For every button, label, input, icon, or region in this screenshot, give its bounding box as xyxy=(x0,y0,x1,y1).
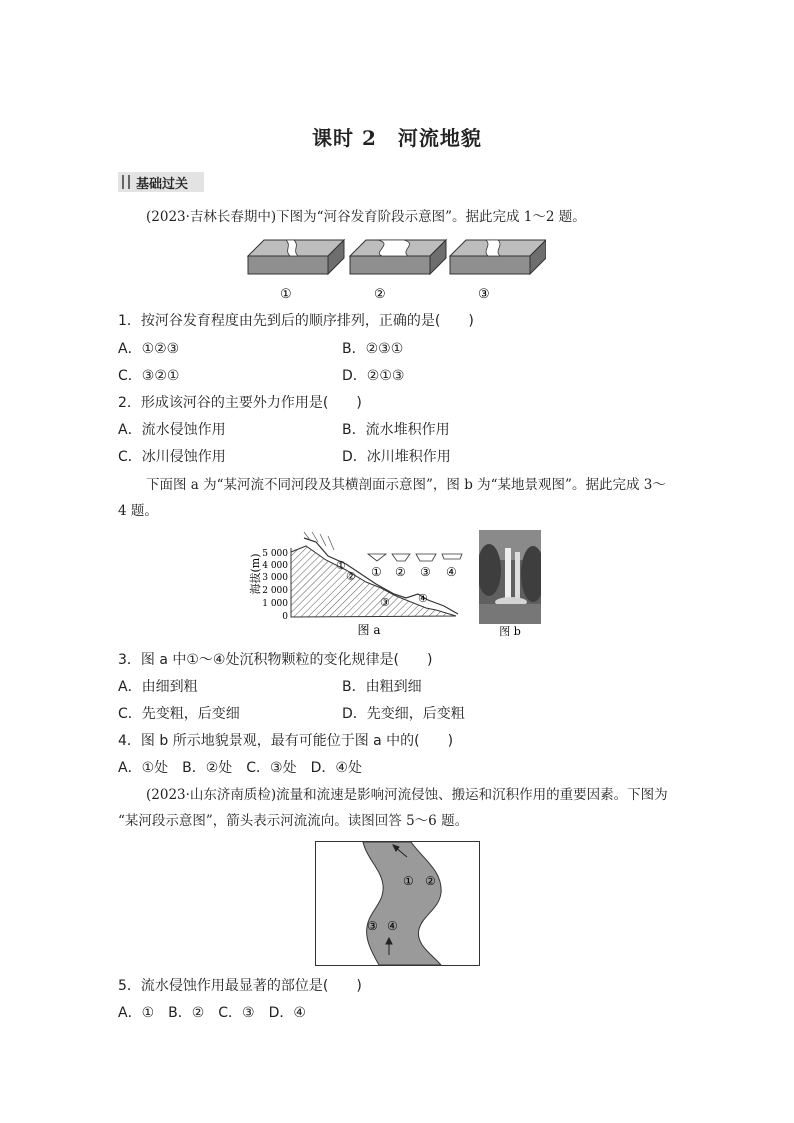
q1-option-c: C．③②① xyxy=(118,368,180,384)
section-label-3: ③ xyxy=(420,565,431,579)
ytick-3000: 3 000 xyxy=(262,573,288,583)
ytick-4000: 4 000 xyxy=(262,561,288,571)
ytick-0: 0 xyxy=(282,612,288,622)
q3-option-c: C．先变粗，后变细 xyxy=(118,706,240,722)
q3-option-a: A．由细到粗 xyxy=(118,679,198,695)
reach-label-4: ④ xyxy=(387,919,398,933)
group2-intro-line2: 4 题。 xyxy=(118,503,158,519)
group3-intro-line1: (2023·山东济南质检)流量和流速是影响河流侵蚀、搬运和沉积作用的重要因素。下图为 xyxy=(146,787,668,803)
river-reach-figure xyxy=(315,841,480,966)
section-label-4: ④ xyxy=(446,565,457,579)
point-label-1: ① xyxy=(336,559,346,572)
valley-block-3 xyxy=(450,240,546,274)
section-marker-icon xyxy=(122,175,130,189)
q2-option-a: A．流水侵蚀作用 xyxy=(118,422,226,438)
q1-option-b: B．②③① xyxy=(342,341,404,357)
q1-option-d: D．②①③ xyxy=(342,368,405,384)
q2-option-b: B．流水堆积作用 xyxy=(342,422,450,438)
reach-label-1: ① xyxy=(403,874,414,888)
section-label-1: ① xyxy=(371,565,382,579)
ytick-1000: 1 000 xyxy=(262,599,288,609)
ytick-2000: 2 000 xyxy=(262,586,288,596)
section-header xyxy=(118,172,204,192)
group1-intro: (2023·吉林长春期中)下图为“河谷发育阶段示意图”。据此完成 1～2 题。 xyxy=(146,209,586,225)
cross-section-icons xyxy=(368,554,462,561)
point-label-2: ② xyxy=(346,570,356,583)
valley-label-1: ① xyxy=(280,287,292,302)
page-title: 课时 2 河流地貌 xyxy=(312,126,482,150)
waterfall-photo xyxy=(479,530,541,640)
q3-stem: 3．图 a 中①～④处沉积物颗粒的变化规律是( ) xyxy=(118,652,433,668)
fig-a-caption: 图 a xyxy=(357,623,381,637)
q3-option-b: B．由粗到细 xyxy=(342,679,422,695)
q1-stem: 1．按河谷发育程度由先到后的顺序排列，正确的是( ) xyxy=(118,313,474,329)
point-label-3: ③ xyxy=(380,596,390,609)
ytick-5000: 5 000 xyxy=(262,549,288,559)
valley-stages-figure xyxy=(246,234,546,302)
group3-intro-line2: “某河段示意图”，箭头表示河流流向。读图回答 5～6 题。 xyxy=(118,813,469,829)
valley-block-1 xyxy=(248,240,344,274)
q5-options: A．① B．② C．③ D．④ xyxy=(118,1005,306,1021)
q1-option-a: A．①②③ xyxy=(118,341,180,357)
profile-ylabel: 海拔(m) xyxy=(249,553,262,595)
q3-option-d: D．先变细，后变粗 xyxy=(342,706,465,722)
valley-label-3: ③ xyxy=(478,287,490,302)
fig-b-caption: 图 b xyxy=(499,625,521,638)
river-profile-figure xyxy=(246,530,468,640)
group2-intro-line1: 下面图 a 为“某河流不同河段及其横剖面示意图”，图 b 为“某地景观图”。据此完成 3～ xyxy=(146,477,666,493)
q2-option-c: C．冰川侵蚀作用 xyxy=(118,449,226,465)
q4-options: A．①处 B．②处 C．③处 D．④处 xyxy=(118,760,362,776)
section-label-2: ② xyxy=(395,565,406,579)
valley-label-2: ② xyxy=(374,287,386,302)
profile-yticks xyxy=(262,549,288,622)
q4-stem: 4．图 b 所示地貌景观，最有可能位于图 a 中的( ) xyxy=(118,733,454,749)
reach-label-2: ② xyxy=(425,874,436,888)
section-labels xyxy=(371,565,457,579)
point-label-4: ④ xyxy=(418,592,428,605)
q2-stem: 2．形成该河谷的主要外力作用是( ) xyxy=(118,395,362,411)
q5-stem: 5．流水侵蚀作用最显著的部位是( ) xyxy=(118,978,362,994)
valley-block-2 xyxy=(350,240,446,274)
section-label: 基础过关 xyxy=(136,177,189,192)
q2-option-d: D．冰川堆积作用 xyxy=(342,449,451,465)
reach-label-3: ③ xyxy=(367,919,378,933)
